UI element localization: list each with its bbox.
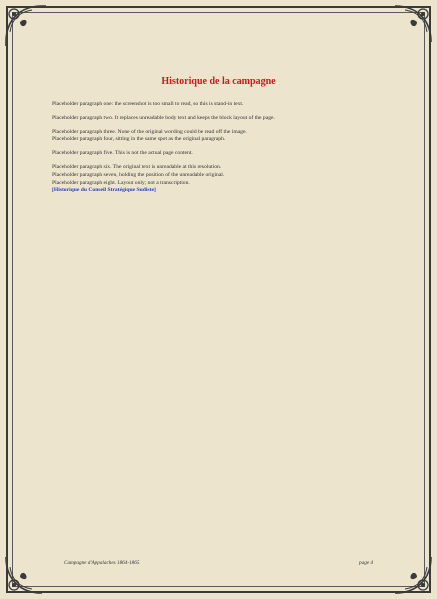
footer-title: Campagne d'Appalaches 1864-1865 (64, 560, 140, 566)
page-number: page 4 (359, 560, 373, 566)
paragraph: Placeholder paragraph two. It replaces unreadable body text and keeps the block layout of the page. (52, 114, 275, 121)
page-title: Historique de la campagne (161, 76, 276, 87)
document-body (52, 60, 385, 500)
corner-ornament-icon (391, 2, 435, 46)
paragraph: Placeholder paragraph four, sitting in the same spot as the original paragraph. (52, 136, 226, 143)
paragraph: Placeholder paragraph six. The original text is unreadable at this resolution. (52, 163, 222, 170)
corner-ornament-icon (391, 553, 435, 597)
source-link[interactable]: [Historique du Conseil Stratégique Sudiste] (52, 187, 156, 194)
paragraph: Placeholder paragraph eight. Layout only; not a transcription. (52, 179, 190, 186)
paragraph: Placeholder paragraph one: the screenshot is too small to read, so this is stand-in text. (52, 101, 244, 107)
paragraph: Placeholder paragraph three. None of the original wording could be read off the image. (52, 128, 247, 135)
corner-ornament-icon (2, 2, 46, 46)
corner-ornament-icon (2, 553, 46, 597)
paragraph: Placeholder paragraph seven, holding the position of the unreadable original. (52, 171, 225, 178)
paragraph: Placeholder paragraph five. This is not the actual page content. (52, 150, 193, 157)
